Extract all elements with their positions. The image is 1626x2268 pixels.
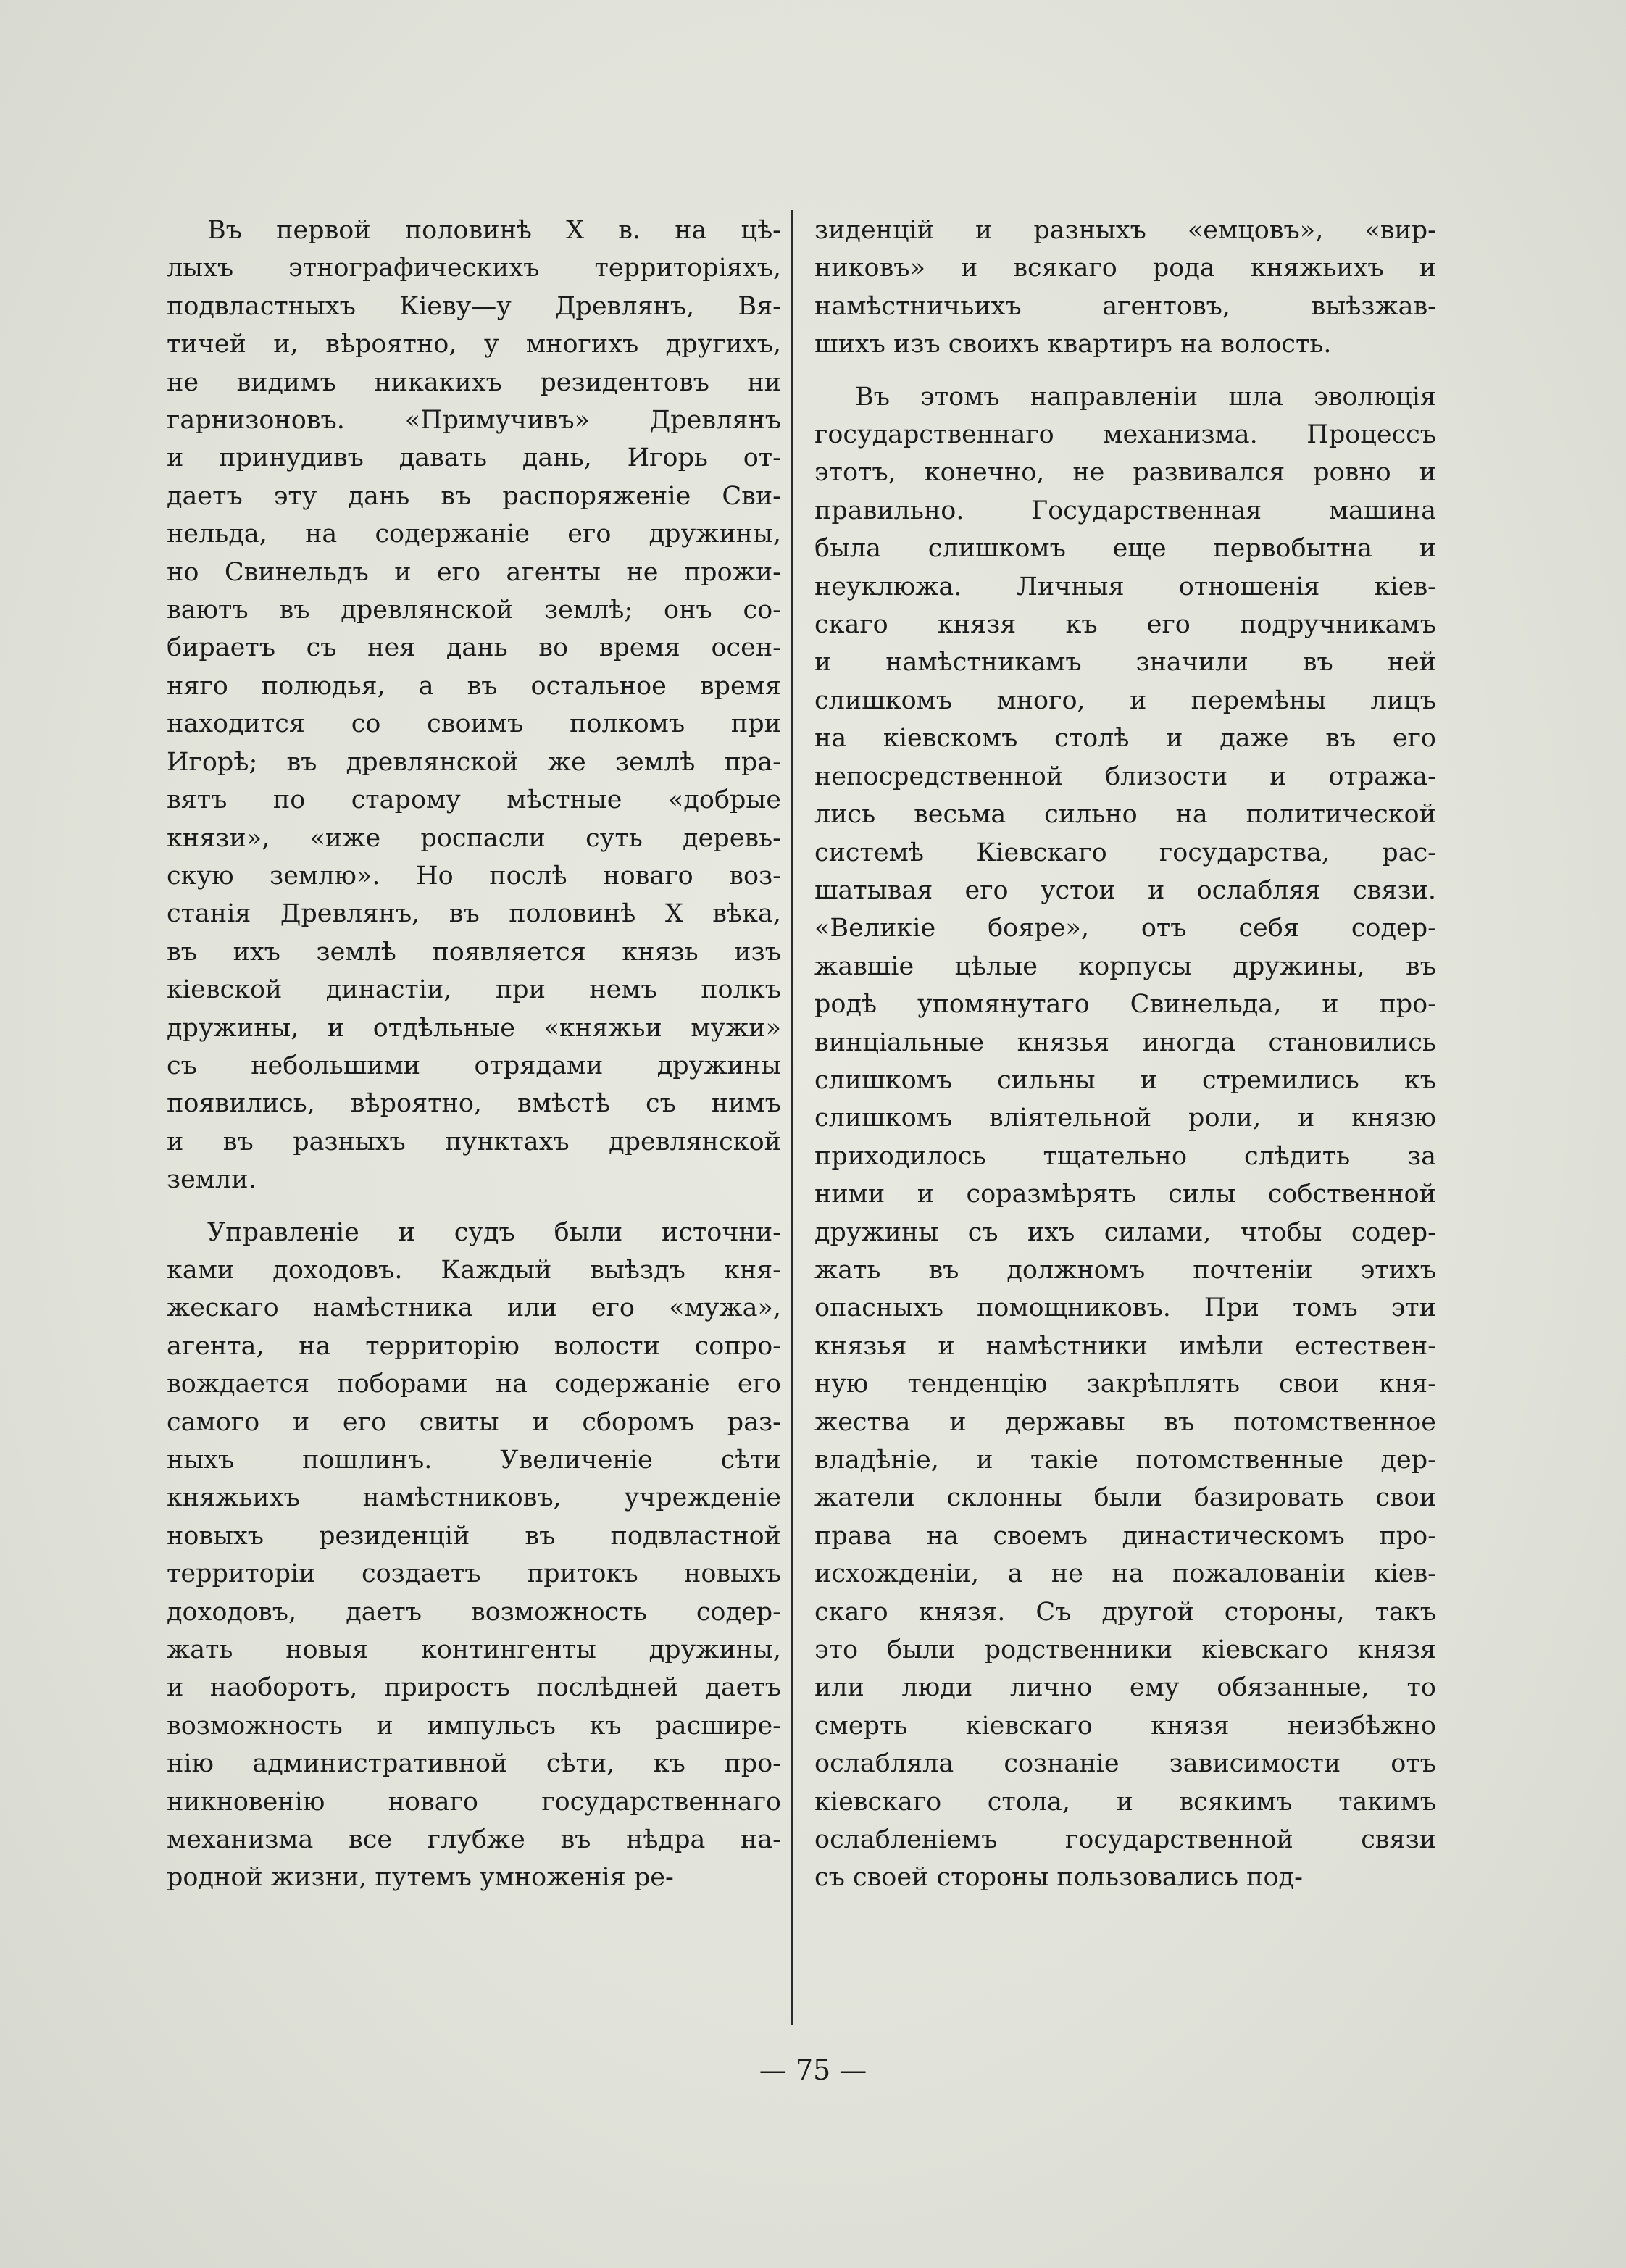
text-line: скую землю». Но послѣ новаго воз-: [167, 861, 781, 891]
text-line: не видимъ никакихъ резидентовъ ни: [167, 367, 781, 397]
text-line: родной жизни, путемъ умноженія ре-: [167, 1863, 674, 1893]
text-line: даетъ эту дань въ распоряженіе Сви-: [167, 481, 781, 511]
text-line: княжьихъ намѣстниковъ, учрежденіе: [167, 1483, 781, 1513]
text-line: доходовъ, даетъ возможность содер-: [167, 1597, 781, 1627]
text-line: территоріи создаетъ притокъ новыхъ: [167, 1559, 781, 1589]
text-line: дружины съ ихъ силами, чтобы содер-: [814, 1217, 1436, 1247]
text-line: механизма все глубже въ нѣдра на-: [167, 1825, 781, 1855]
text-line: и наоборотъ, приростъ послѣдней даетъ: [167, 1673, 781, 1703]
text-line: никовъ» и всякаго рода княжьихъ и: [814, 254, 1436, 283]
paragraph: [814, 212, 1436, 364]
text-line: земли.: [167, 1165, 257, 1195]
text-line: дружины, и отдѣльные «княжьи мужи»: [167, 1013, 781, 1043]
text-line: жества и державы въ потомственное: [814, 1407, 1436, 1437]
text-line: исхожденіи, а не на пожалованіи кіев-: [814, 1559, 1436, 1589]
text-line: съ своей стороны пользовались под-: [814, 1863, 1303, 1893]
text-line: новыхъ резиденцій въ подвластной: [167, 1521, 781, 1551]
text-line: неуклюжа. Личныя отношенія кіев-: [814, 572, 1436, 601]
text-line: вятъ по старому мѣстные «добрые: [167, 785, 781, 815]
text-line: слишкомъ сильны и стремились къ: [814, 1065, 1436, 1095]
text-line: ками доходовъ. Каждый выѣздъ кня-: [167, 1255, 781, 1285]
text-line: на кіевскомъ столѣ и даже въ его: [814, 724, 1436, 754]
text-line: возможность и импульсъ къ расшире-: [167, 1711, 781, 1740]
text-line: подвластныхъ Кіеву—у Древлянъ, Вя-: [167, 291, 781, 321]
text-line: Управленіе и судъ были источни-: [207, 1217, 781, 1247]
text-line: Въ этомъ направленіи шла эволюція: [855, 382, 1436, 412]
text-line: этотъ, конечно, не развивался ровно и: [814, 458, 1436, 488]
text-line: и въ разныхъ пунктахъ древлянской: [167, 1127, 781, 1156]
text-line: въ ихъ землѣ появляется князь изъ: [167, 937, 781, 967]
text-line: была слишкомъ еще первобытна и: [814, 534, 1436, 564]
text-line: кіевской династіи, при немъ полкъ: [167, 975, 781, 1005]
text-line: ваютъ въ древлянской землѣ; онъ со-: [167, 596, 781, 625]
text-line: лись весьма сильно на политической: [814, 800, 1436, 830]
text-line: смерть кіевскаго князя неизбѣжно: [814, 1711, 1436, 1740]
text-line: жатели склонны были базировать свои: [814, 1483, 1436, 1513]
text-line: съ небольшими отрядами дружины: [167, 1051, 781, 1080]
text-line: самого и его свиты и сборомъ раз-: [167, 1407, 781, 1437]
text-line: Въ первой половинѣ X в. на цѣ-: [207, 216, 781, 245]
text-line: или люди лично ему обязанные, то: [814, 1673, 1436, 1703]
text-line: ослабляла сознаніе зависимости отъ: [814, 1749, 1436, 1779]
text-line: станія Древлянъ, въ половинѣ X вѣка,: [167, 899, 781, 929]
text-line: системѣ Кіевскаго государства, рас-: [814, 838, 1436, 867]
text-line: жавшіе цѣлые корпусы дружины, въ: [814, 951, 1436, 981]
text-line: тичей и, вѣроятно, у многихъ другихъ,: [167, 330, 781, 359]
text-line: нельда, на содержаніе его дружины,: [167, 520, 781, 549]
text-line: слишкомъ вліятельной роли, и князю: [814, 1104, 1436, 1133]
text-line: «Великіе бояре», отъ себя содер-: [814, 914, 1436, 943]
text-line: гарнизоновъ. «Примучивъ» Древлянъ: [167, 406, 781, 435]
paragraph: [167, 212, 781, 1199]
text-line: слишкомъ много, и перемѣны лицъ: [814, 685, 1436, 715]
text-line: ними и соразмѣрять силы собственной: [814, 1180, 1436, 1209]
text-line: Игорѣ; въ древлянской же землѣ пра-: [167, 747, 781, 777]
text-line: шихъ изъ своихъ квартиръ на волость.: [814, 330, 1332, 359]
text-line: жескаго намѣстника или его «мужа»,: [167, 1293, 781, 1323]
text-line: владѣніе, и такіе потомственные дер-: [814, 1446, 1436, 1475]
right-column: [814, 212, 1436, 1911]
text-line: это были родственники кіевскаго князя: [814, 1635, 1436, 1665]
text-line: ослабленіемъ государственной связи: [814, 1825, 1436, 1855]
paragraph: [167, 1214, 781, 1897]
text-line: няго полюдья, а въ остальное время: [167, 671, 781, 701]
text-line: ныхъ пошлинъ. Увеличеніе сѣти: [167, 1446, 781, 1475]
text-line: правильно. Государственная машина: [814, 496, 1436, 525]
text-line: приходилось тщательно слѣдить за: [814, 1141, 1436, 1171]
text-line: намѣстничьихъ агентовъ, выѣзжав-: [814, 291, 1436, 321]
text-line: лыхъ этнографическихъ территоріяхъ,: [167, 254, 781, 283]
text-line: князья и намѣстники имѣли естествен-: [814, 1331, 1436, 1361]
text-line: нію административной сѣти, къ про-: [167, 1749, 781, 1779]
text-line: скаго князя. Съ другой стороны, такъ: [814, 1597, 1436, 1627]
text-line: права на своемъ династическомъ про-: [814, 1521, 1436, 1551]
text-line: и принудивъ давать дань, Игорь от-: [167, 443, 781, 473]
text-line: опасныхъ помощниковъ. При томъ эти: [814, 1293, 1436, 1323]
text-line: жать новыя контингенты дружины,: [167, 1635, 781, 1665]
text-line: никновенію новаго государственнаго: [167, 1787, 781, 1817]
text-line: и намѣстникамъ значили въ ней: [814, 648, 1436, 678]
column-divider: [791, 210, 793, 2025]
text-line: жать въ должномъ почтеніи этихъ: [814, 1255, 1436, 1285]
left-column: [167, 212, 781, 1911]
page-number: — 75 —: [759, 2054, 867, 2086]
text-line: агента, на территорію волости сопро-: [167, 1331, 781, 1361]
text-line: непосредственной близости и отража-: [814, 762, 1436, 791]
text-line: родѣ упомянутаго Свинельда, и про-: [814, 990, 1436, 1020]
text-line: шатывая его устои и ослабляя связи.: [814, 875, 1436, 905]
text-line: князи», «иже роспасли суть деревь-: [167, 823, 781, 853]
text-line: находится со своимъ полкомъ при: [167, 709, 781, 739]
text-line: винціальные князья иногда становились: [814, 1027, 1436, 1057]
text-line: зиденцій и разныхъ «емцовъ», «вир-: [814, 216, 1436, 245]
text-line: бираетъ съ нея дань во время осен-: [167, 633, 781, 663]
text-line: государственнаго механизма. Процессъ: [814, 420, 1436, 450]
text-line: появились, вѣроятно, вмѣстѣ съ нимъ: [167, 1089, 781, 1119]
paragraph: [814, 378, 1436, 1897]
text-line: кіевскаго стола, и всякимъ такимъ: [814, 1787, 1436, 1817]
text-line: ную тенденцію закрѣплять свои кня-: [814, 1369, 1436, 1399]
text-line: но Свинельдъ и его агенты не прожи-: [167, 557, 781, 587]
text-line: скаго князя къ его подручникамъ: [814, 610, 1436, 640]
text-line: вождается поборами на содержаніе его: [167, 1369, 781, 1399]
